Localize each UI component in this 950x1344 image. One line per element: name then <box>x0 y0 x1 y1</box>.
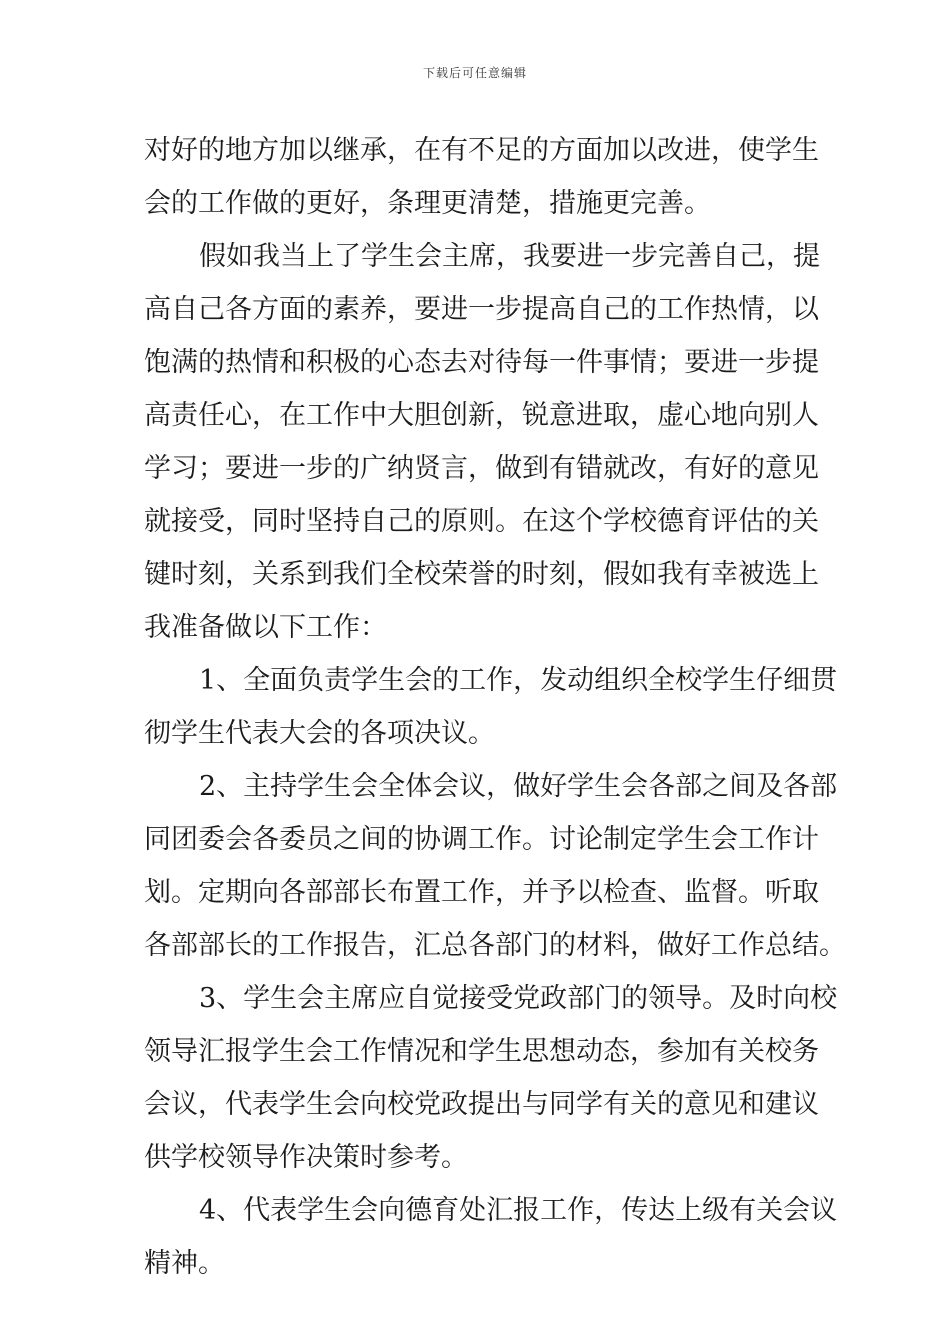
paragraph-4 <box>144 760 846 972</box>
text-line: 精神。 <box>144 1248 225 1279</box>
text-line: 1、全面负责学生会的工作，发动组织全校学生仔细贯 <box>199 665 838 696</box>
paragraph-5 <box>144 972 838 1184</box>
paragraph-1 <box>144 124 819 230</box>
text-line: 会议，代表学生会向校党政提出与同学有关的意见和建议 <box>144 1089 819 1120</box>
paragraph-6 <box>144 1184 838 1290</box>
text-line: 高自己各方面的素养，要进一步提高自己的工作热情，以 <box>144 294 819 325</box>
text-line: 我准备做以下工作： <box>144 612 387 643</box>
text-line: 同团委会各委员之间的协调工作。讨论制定学生会工作计 <box>144 824 819 855</box>
text-line: 对好的地方加以继承，在有不足的方面加以改进，使学生 <box>144 135 819 166</box>
text-line: 键时刻，关系到我们全校荣誉的时刻，假如我有幸被选上 <box>144 559 819 590</box>
text-line: 饱满的热情和积极的心态去对待每一件事情；要进一步提 <box>144 347 819 378</box>
paragraph-3 <box>144 654 838 760</box>
text-line: 假如我当上了学生会主席，我要进一步完善自己，提 <box>199 241 820 272</box>
text-line: 高责任心，在工作中大胆创新，锐意进取，虚心地向别人 <box>144 400 819 431</box>
text-line: 会的工作做的更好，条理更清楚，措施更完善。 <box>144 188 711 219</box>
text-line: 学习；要进一步的广纳贤言，做到有错就改，有好的意见 <box>144 453 819 484</box>
text-line: 划。定期向各部部长布置工作，并予以检查、监督。听取 <box>144 877 819 908</box>
text-line: 3、学生会主席应自觉接受党政部门的领导。及时向校 <box>199 983 838 1014</box>
text-line: 4、代表学生会向德育处汇报工作，传达上级有关会议 <box>199 1195 838 1226</box>
text-line: 2、主持学生会全体会议，做好学生会各部之间及各部 <box>199 771 838 802</box>
paragraph-2 <box>144 230 820 654</box>
text-line: 供学校领导作决策时参考。 <box>144 1142 468 1173</box>
text-line: 就接受，同时坚持自己的原则。在这个学校德育评估的关 <box>144 506 819 537</box>
page-header: 下载后可任意编辑 <box>422 66 527 80</box>
text-line: 彻学生代表大会的各项决议。 <box>144 718 495 749</box>
text-line: 领导汇报学生会工作情况和学生思想动态，参加有关校务 <box>144 1036 819 1067</box>
text-line: 各部部长的工作报告，汇总各部门的材料，做好工作总结。 <box>144 930 846 961</box>
document-body <box>144 124 846 1290</box>
